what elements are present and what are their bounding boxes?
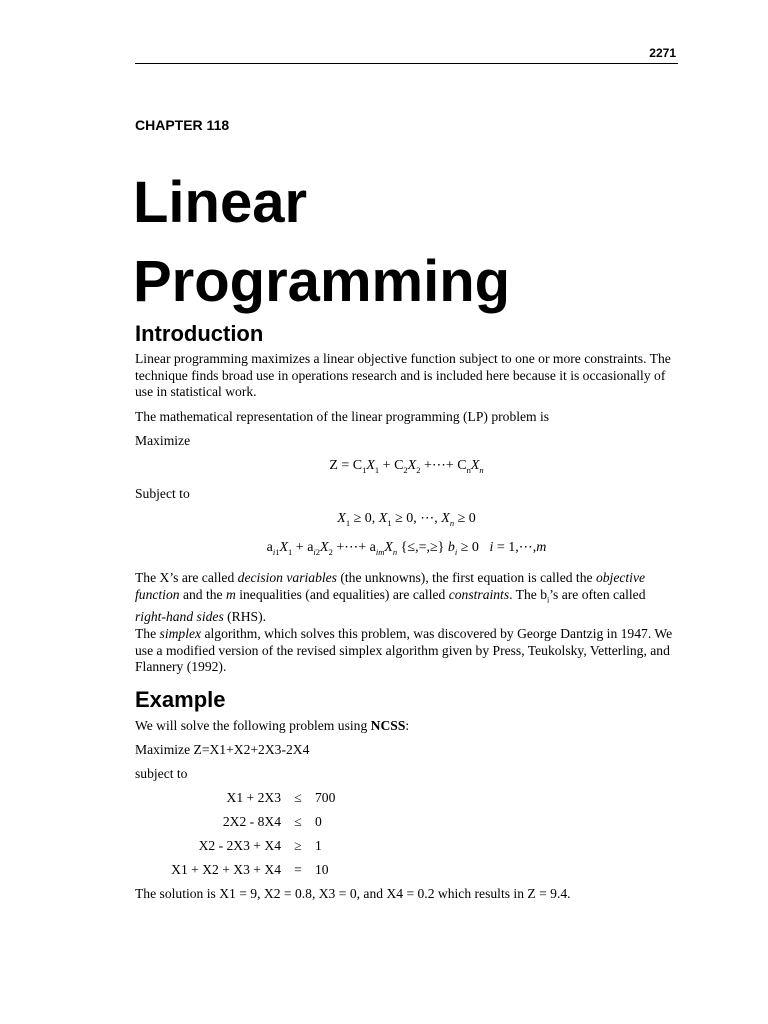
term-constraints: constraints: [448, 586, 510, 602]
term-right-hand-sides: right-hand sides: [135, 608, 224, 624]
ncss-name: NCSS: [370, 718, 406, 733]
term-decision-variables: decision variables: [237, 570, 337, 585]
term-simplex: simplex: [159, 626, 202, 641]
lp-representation-paragraph: The mathematical representation of the linear programming (LP) problem is: [135, 409, 550, 424]
constraint-row: 2X2 - 8X4 ≤ 0: [222, 814, 322, 829]
constraint-equation: $a_{i1}X_1 + a_{i2}X_2$ +⋯+ $a_{im}X_n$ {≤,=,≥} $b_i \ge 0$ i = 1,⋯,m: [266, 540, 547, 557]
nonnegativity-equation: $X_1 \ge 0$, $X_1 \ge 0$, ⋯, $X_n \ge 0$: [337, 511, 476, 528]
subject-to-label: Subject to: [135, 486, 190, 501]
simplex-paragraph: The simplex algorithm, which solves this problem, was discovered by George Dantzig in 1947. We use a modified version of the revised simplex algorithm given by Press, Teukolsky, Vetterling, and Flannery (1992).: [135, 626, 673, 674]
objective-equation: $Z = C_1X_1 + C_2X_2$ +⋯+ $C_nX_n$: [329, 458, 484, 475]
header-rule: [135, 63, 678, 64]
example-intro: We will solve the following problem using NCSS:: [135, 718, 410, 733]
constraint-row: X1 + 2X3 ≤ 700: [226, 790, 336, 805]
example-heading: Example: [135, 687, 226, 712]
introduction-heading: Introduction: [135, 321, 264, 346]
maximize-label: Maximize: [135, 433, 191, 448]
chapter-title-line1: Linear: [133, 170, 308, 235]
example-solution: The solution is X1 = 9, X2 = 0.8, X3 = 0, and X4 = 0.2 which results in Z = 9.4.: [135, 886, 571, 901]
example-subject-to: subject to: [135, 766, 188, 781]
chapter-title-line2: Programming: [133, 249, 511, 314]
decision-variables-paragraph: The X’s are called decision variables (the unknowns), the first equation is called the objective function and the m inequalities (and equalities) are called constraints. The $b_i’s$ are often called right-hand sides (RHS).: [135, 570, 646, 624]
chapter-title: [133, 163, 510, 321]
constraint-row: X2 - 2X3 + X4 ≥ 1: [198, 838, 322, 853]
page-number: 2271: [649, 46, 676, 60]
intro-paragraph: Linear programming maximizes a linear objective function subject to one or more constraints. The technique finds broad use in operations research and is included here because it is occasionally of use in statistical work.: [135, 351, 671, 399]
term-objective-function: objective function: [135, 570, 646, 602]
example-objective: Maximize Z=X1+X2+2X3-2X4: [135, 742, 310, 757]
chapter-label: CHAPTER 118: [135, 117, 230, 133]
constraint-row: X1 + X2 + X3 + X4 = 10: [171, 862, 329, 877]
